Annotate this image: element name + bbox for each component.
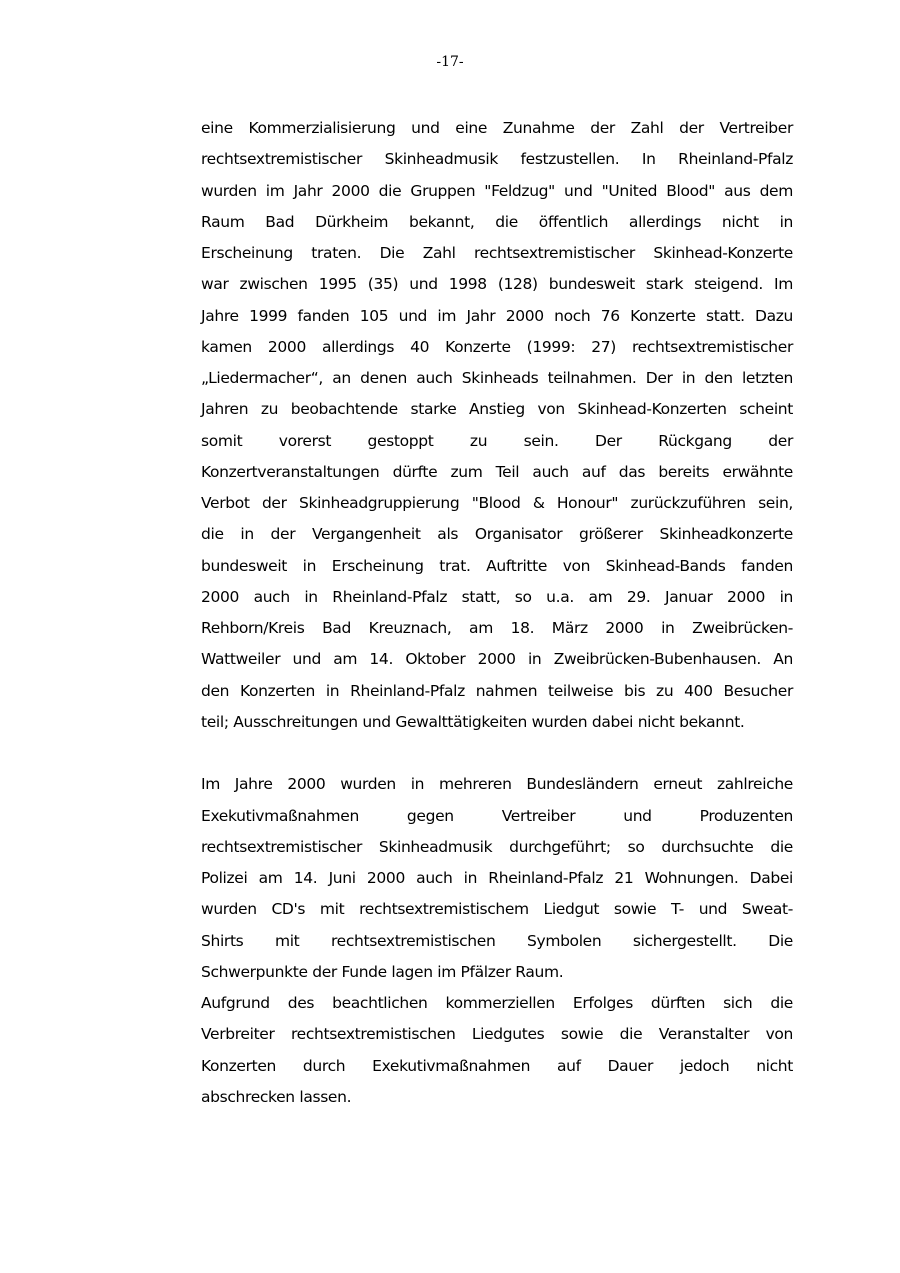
text-line: bundesweit in Erscheinung trat. Auftritte von Skinhead-Bands fanden bbox=[201, 556, 793, 575]
text-line: Verbot der Skinheadgruppierung "Blood & Honour" zurückzuführen sein, bbox=[201, 494, 793, 512]
text-line: Exekutivmaßnahmen gegen Vertreiber und Produzenten bbox=[201, 806, 793, 825]
text-line: Raum Bad Dürkheim bekannt, die öffentlich allerdings nicht in bbox=[201, 212, 793, 231]
text-line: war zwischen 1995 (35) und 1998 (128) bundesweit stark steigend. Im bbox=[201, 275, 793, 294]
text-line: wurden CD's mit rechtsextremistischem Liedgut sowie T- und Sweat- bbox=[201, 900, 793, 919]
text-line: rechtsextremistischer Skinheadmusik durchgeführt; so durchsuchte die bbox=[201, 837, 793, 856]
text-line: Schwerpunkte der Funde lagen im Pfälzer Raum. bbox=[201, 962, 564, 981]
text-line: Rehborn/Kreis Bad Kreuznach, am 18. März 2000 in Zweibrücken- bbox=[201, 619, 793, 637]
text-line: die in der Vergangenheit als Organisator größerer Skinheadkonzerte bbox=[201, 525, 793, 544]
text-line: somit vorerst gestoppt zu sein. Der Rückgang der bbox=[201, 431, 793, 450]
text-line: den Konzerten in Rheinland-Pfalz nahmen teilweise bis zu 400 Besucher bbox=[201, 681, 793, 700]
text-line: Polizei am 14. Juni 2000 auch in Rheinland-Pfalz 21 Wohnungen. Dabei bbox=[201, 869, 793, 887]
paragraph-2 bbox=[201, 769, 793, 988]
paragraph-spacer bbox=[201, 738, 793, 769]
text-line: Shirts mit rechtsextremistischen Symbolen sichergestellt. Die bbox=[201, 931, 793, 950]
paragraph-3 bbox=[201, 988, 793, 1113]
page-number: -17- bbox=[436, 54, 464, 70]
text-line: Im Jahre 2000 wurden in mehreren Bundesländern erneut zahlreiche bbox=[201, 775, 793, 794]
text-line: „Liedermacher“, an denen auch Skinheads teilnahmen. Der in den letzten bbox=[201, 369, 793, 387]
text-line: teil; Ausschreitungen und Gewalttätigkeiten wurden dabei nicht bekannt. bbox=[201, 712, 745, 731]
text-line: abschrecken lassen. bbox=[201, 1087, 352, 1106]
text-line: Wattweiler und am 14. Oktober 2000 in Zweibrücken-Bubenhausen. An bbox=[201, 650, 793, 669]
text-line: kamen 2000 allerdings 40 Konzerte (1999: 27) rechtsextremistischer bbox=[201, 337, 793, 356]
text-line: Erscheinung traten. Die Zahl rechtsextremistischer Skinhead-Konzerte bbox=[201, 244, 793, 262]
text-line: Konzerten durch Exekutivmaßnahmen auf Dauer jedoch nicht bbox=[201, 1056, 793, 1075]
text-line: Konzertveranstaltungen dürfte zum Teil auch auf das bereits erwähnte bbox=[201, 462, 793, 481]
text-line: 2000 auch in Rheinland-Pfalz statt, so u.a. am 29. Januar 2000 in bbox=[201, 587, 793, 606]
text-line: Jahren zu beobachtende starke Anstieg von Skinhead-Konzerten scheint bbox=[201, 400, 793, 419]
text-line: wurden im Jahr 2000 die Gruppen "Feldzug" und "United Blood" aus dem bbox=[201, 181, 793, 200]
paragraph-1 bbox=[201, 113, 793, 738]
body-text bbox=[201, 113, 793, 1113]
text-line: rechtsextremistischer Skinheadmusik festzustellen. In Rheinland-Pfalz bbox=[201, 150, 793, 169]
text-line: Aufgrund des beachtlichen kommerziellen Erfolges dürften sich die bbox=[201, 994, 793, 1012]
text-line: Verbreiter rechtsextremistischen Liedgutes sowie die Veranstalter von bbox=[201, 1025, 793, 1044]
text-line: eine Kommerzialisierung und eine Zunahme der Zahl der Vertreiber bbox=[201, 119, 793, 137]
text-line: Jahre 1999 fanden 105 und im Jahr 2000 noch 76 Konzerte statt. Dazu bbox=[201, 306, 793, 325]
